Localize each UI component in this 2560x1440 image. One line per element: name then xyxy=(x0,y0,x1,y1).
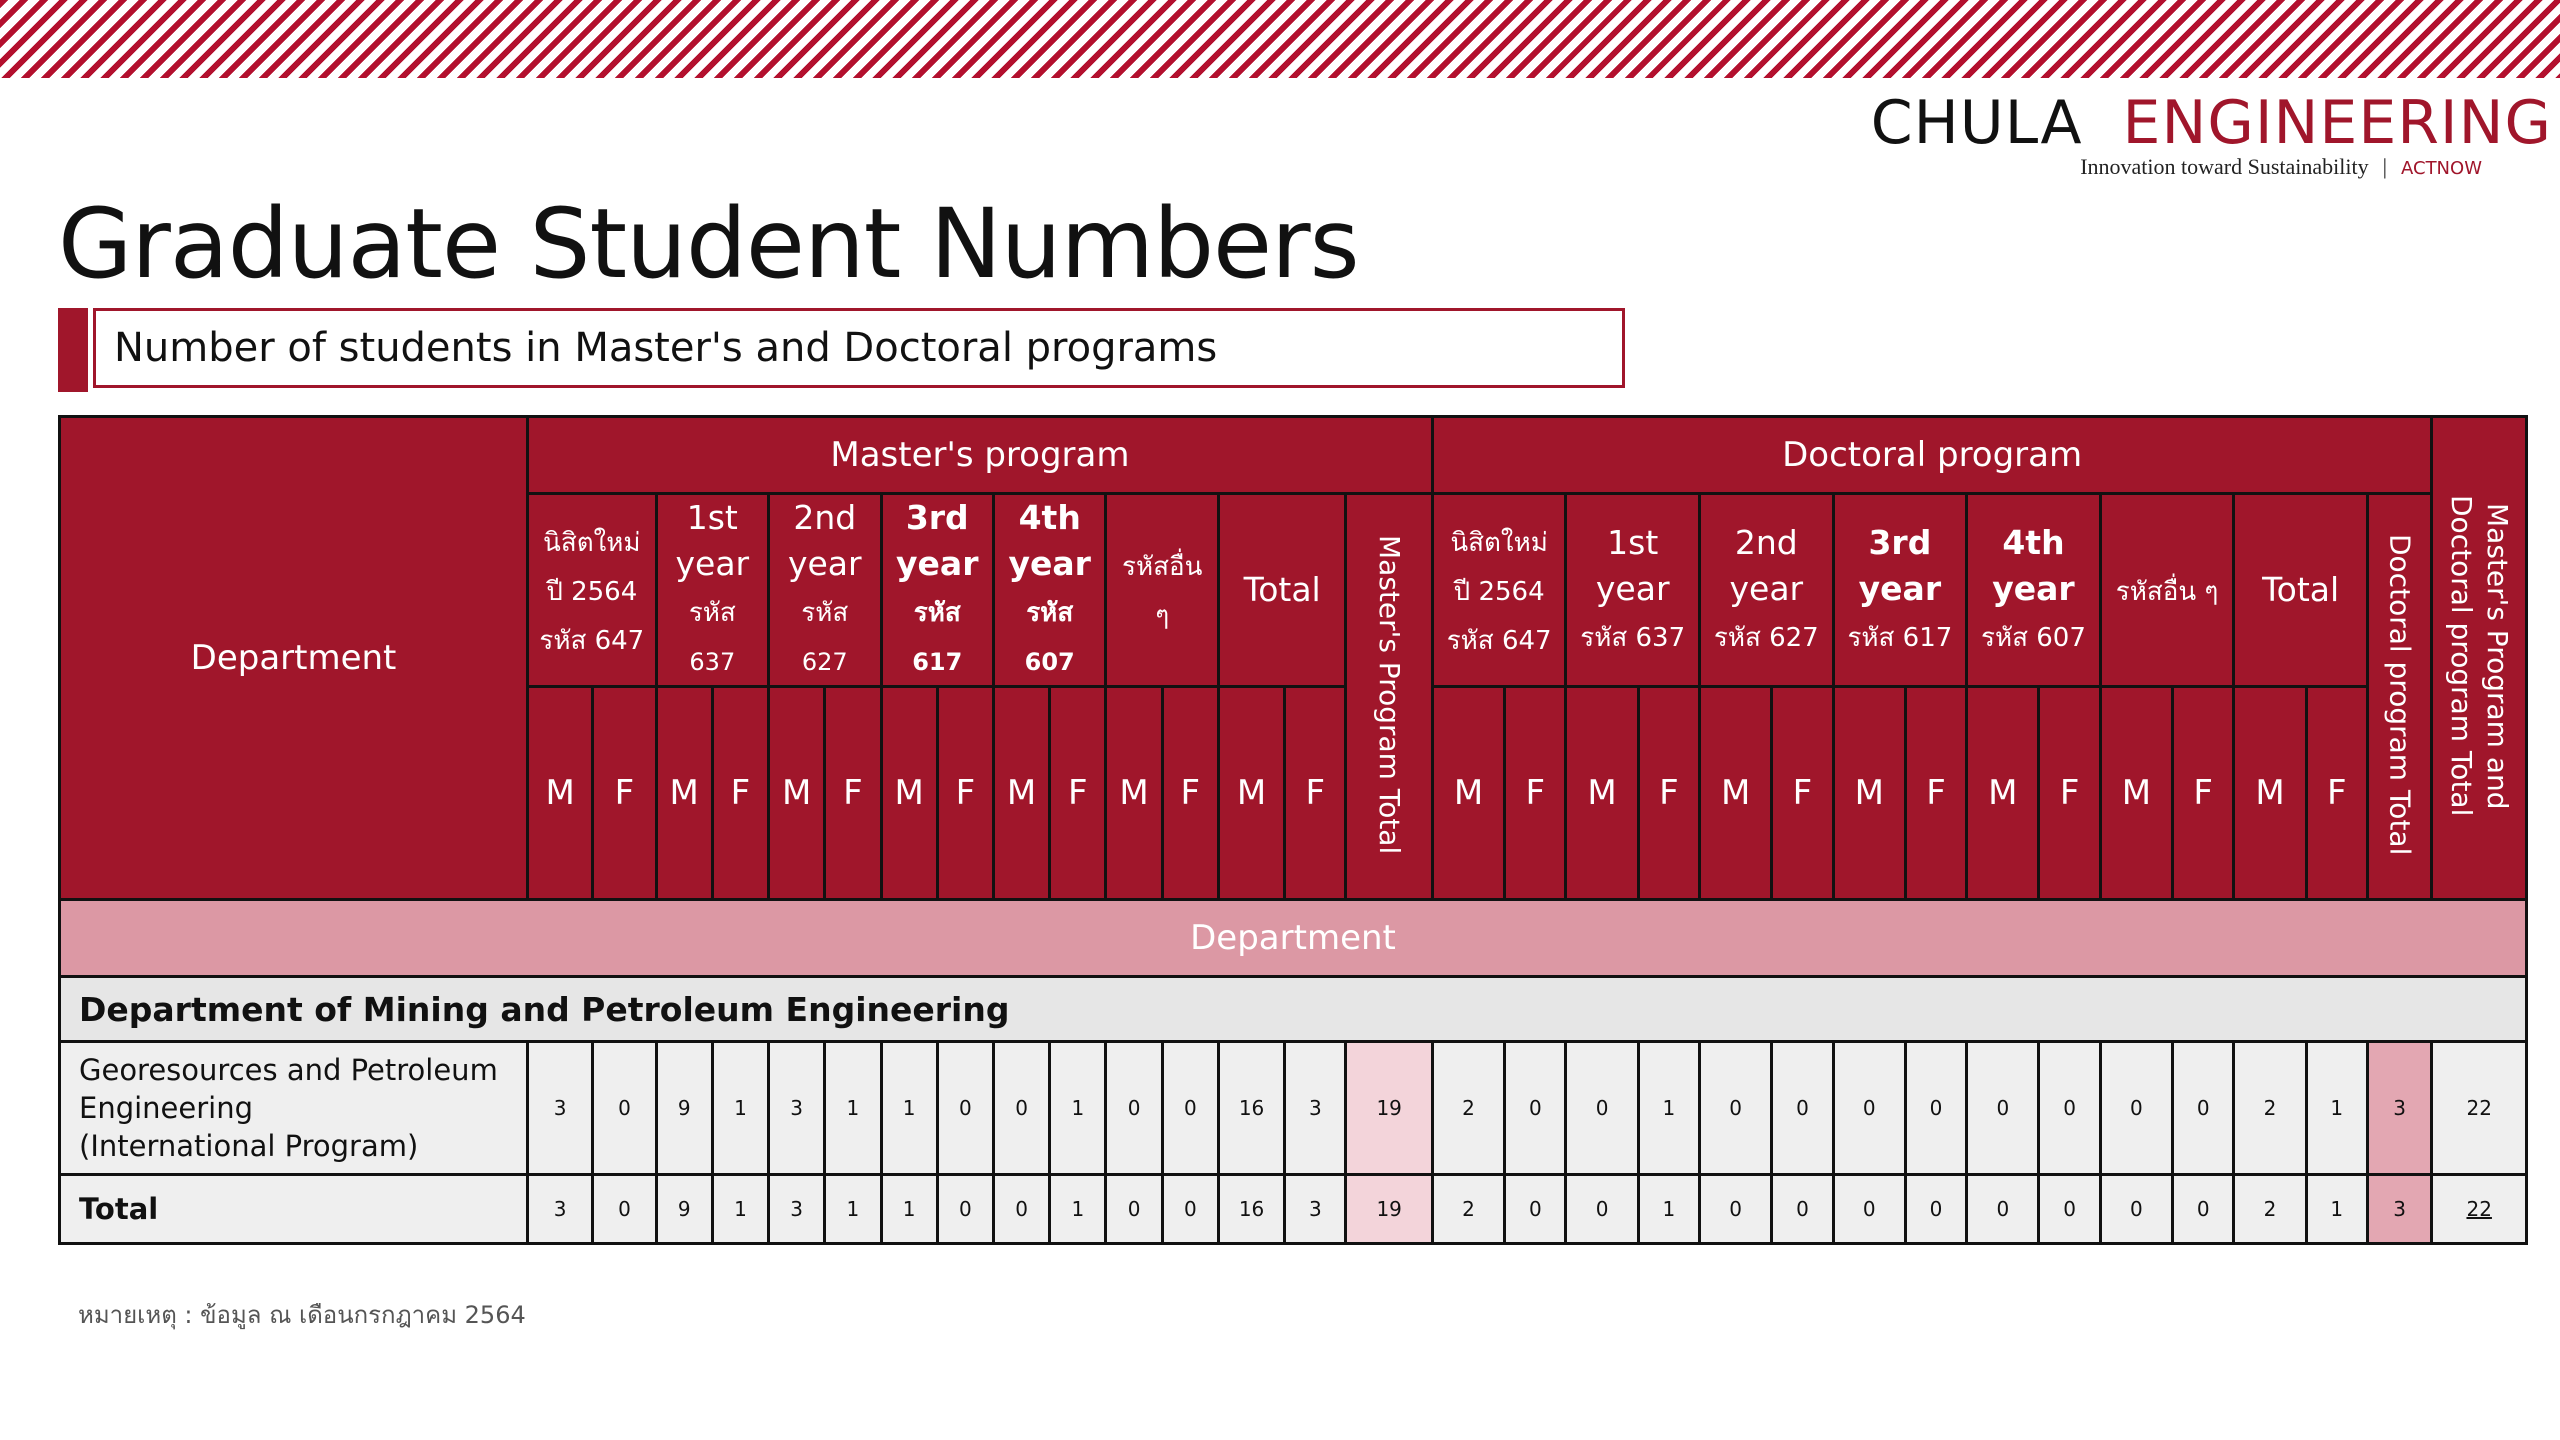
table-cell: 0 xyxy=(1833,1042,1905,1175)
grand-total-header: Master's Program and Doctoral program Total xyxy=(2432,417,2527,900)
table-cell: 0 xyxy=(993,1042,1049,1175)
table-cell: 1 xyxy=(712,1175,768,1244)
gender-m-label: M xyxy=(1218,687,1284,900)
gender-m-label: M xyxy=(1106,687,1162,900)
total-label: Total xyxy=(60,1175,528,1244)
master-col-1st-year: 1st year รหัส 637 xyxy=(656,494,768,687)
table-cell: 0 xyxy=(1905,1175,1966,1244)
doctoral-total-cell: 3 xyxy=(2367,1042,2431,1175)
gender-f-label: F xyxy=(825,687,881,900)
table-cell: 1 xyxy=(1638,1042,1699,1175)
logo-engineering-text: ENGINEERING xyxy=(2122,88,2552,158)
gender-f-label: F xyxy=(1050,687,1106,900)
table-cell: 1 xyxy=(1050,1042,1106,1175)
table-cell: 1 xyxy=(1638,1175,1699,1244)
table-cell: 2 xyxy=(2234,1175,2306,1244)
table-cell: 0 xyxy=(1833,1175,1905,1244)
footnote: หมายเหตุ : ข้อมูล ณ เดือนกรกฎาคม 2564 xyxy=(78,1301,526,1329)
table-row xyxy=(60,1175,2527,1244)
tagline-text: Innovation toward Sustainability xyxy=(2080,154,2369,179)
gender-m-label: M xyxy=(1700,687,1772,900)
table-cell: 0 xyxy=(1772,1175,1833,1244)
table-cell: 9 xyxy=(656,1175,712,1244)
gender-m-label: M xyxy=(1967,687,2039,900)
table-cell: 16 xyxy=(1218,1042,1284,1175)
subtitle-accent-bar xyxy=(58,308,88,392)
doctoral-col-2nd-year: 2nd year รหัส 627 xyxy=(1700,494,1834,687)
table-cell: 0 xyxy=(937,1175,993,1244)
table-cell: 0 xyxy=(1700,1042,1772,1175)
table-cell: 1 xyxy=(825,1042,881,1175)
gender-m-label: M xyxy=(993,687,1049,900)
table-cell: 0 xyxy=(2173,1042,2234,1175)
gender-f-label: F xyxy=(593,687,656,900)
tagline-separator: | xyxy=(2382,154,2387,179)
table-cell: 1 xyxy=(881,1042,937,1175)
gender-m-label: M xyxy=(769,687,825,900)
table-cell: 0 xyxy=(1106,1175,1162,1244)
master-col-4th-year: 4th year รหัส 607 xyxy=(993,494,1105,687)
grand-total-cell: 22 xyxy=(2432,1042,2527,1175)
gender-m-label: M xyxy=(1833,687,1905,900)
top-stripe-decoration xyxy=(0,0,2560,78)
table-cell: 0 xyxy=(1967,1175,2039,1244)
table-row xyxy=(60,1042,2527,1175)
master-col-3rd-year: 3rd year รหัส 617 xyxy=(881,494,993,687)
gender-m-label: M xyxy=(881,687,937,900)
table-cell: 3 xyxy=(528,1042,593,1175)
act-now-text: ACTNOW xyxy=(2401,158,2482,179)
gender-f-label: F xyxy=(712,687,768,900)
table-cell: 1 xyxy=(1050,1175,1106,1244)
gender-f-label: F xyxy=(1505,687,1566,900)
gender-f-label: F xyxy=(2039,687,2100,900)
chula-engineering-logo xyxy=(1852,88,2552,188)
department-header: Department xyxy=(60,417,528,900)
table-cell: 0 xyxy=(1566,1175,1638,1244)
table-cell: 16 xyxy=(1218,1175,1284,1244)
student-numbers-table xyxy=(58,415,2528,1245)
gender-m-label: M xyxy=(1566,687,1638,900)
subtitle-box: Number of students in Master's and Doctoral programs xyxy=(93,308,1625,388)
doctoral-program-header: Doctoral program xyxy=(1432,417,2432,494)
table-cell: 1 xyxy=(881,1175,937,1244)
masters-program-header: Master's program xyxy=(528,417,1433,494)
table-cell: 3 xyxy=(769,1175,825,1244)
table-cell: 0 xyxy=(1772,1042,1833,1175)
table-cell: 3 xyxy=(1285,1042,1346,1175)
gender-m-label: M xyxy=(1432,687,1504,900)
grand-total-cell: 22 xyxy=(2432,1175,2527,1244)
table-cell: 0 xyxy=(593,1042,656,1175)
table-cell: 2 xyxy=(1432,1175,1504,1244)
table-cell: 3 xyxy=(1285,1175,1346,1244)
doctoral-col-new-students: นิสิตใหม่ ปี 2564 รหัส 647 xyxy=(1432,494,1566,687)
doctoral-col-1st-year: 1st year รหัส 637 xyxy=(1566,494,1700,687)
table-cell: 0 xyxy=(2100,1042,2172,1175)
doctoral-total-cell: 3 xyxy=(2367,1175,2431,1244)
table-cell: 0 xyxy=(1505,1175,1566,1244)
page-title: Graduate Student Numbers xyxy=(58,188,1359,300)
master-col-total: Total xyxy=(1218,494,1346,687)
table-cell: 2 xyxy=(1432,1042,1504,1175)
gender-m-label: M xyxy=(656,687,712,900)
table-cell: 1 xyxy=(825,1175,881,1244)
table-cell: 0 xyxy=(1967,1042,2039,1175)
section-department-label: Department xyxy=(60,900,2527,977)
table-cell: 0 xyxy=(1700,1175,1772,1244)
table-cell: 0 xyxy=(2100,1175,2172,1244)
doctoral-total-header: Doctoral program Total xyxy=(2367,494,2431,900)
table-cell: 9 xyxy=(656,1042,712,1175)
table-cell: 0 xyxy=(2039,1175,2100,1244)
table-cell: 2 xyxy=(2234,1042,2306,1175)
master-col-new-students: นิสิตใหม่ ปี 2564 รหัส 647 xyxy=(528,494,657,687)
doctoral-col-other-codes: รหัสอื่น ๆ xyxy=(2100,494,2234,687)
gender-m-label: M xyxy=(2234,687,2306,900)
program-name: Georesources and Petroleum Engineering (International Program) xyxy=(60,1042,528,1175)
gender-f-label: F xyxy=(2306,687,2367,900)
table-cell: 0 xyxy=(2039,1042,2100,1175)
logo-tagline xyxy=(2080,154,2482,180)
master-total-header: Master's Program Total xyxy=(1346,494,1432,900)
table-cell: 0 xyxy=(1566,1042,1638,1175)
master-col-other-codes: รหัสอื่น ๆ xyxy=(1106,494,1218,687)
table-cell: 0 xyxy=(2173,1175,2234,1244)
table-cell: 1 xyxy=(2306,1042,2367,1175)
table-cell: 0 xyxy=(1505,1042,1566,1175)
table-cell: 0 xyxy=(1106,1042,1162,1175)
gender-f-label: F xyxy=(1162,687,1218,900)
gender-m-label: M xyxy=(528,687,593,900)
gender-f-label: F xyxy=(1285,687,1346,900)
gender-m-label: M xyxy=(2100,687,2172,900)
master-total-cell: 19 xyxy=(1346,1175,1432,1244)
gender-f-label: F xyxy=(937,687,993,900)
table-cell: 1 xyxy=(2306,1175,2367,1244)
doctoral-col-total: Total xyxy=(2234,494,2368,687)
table-cell: 0 xyxy=(1162,1175,1218,1244)
table-cell: 0 xyxy=(937,1042,993,1175)
gender-f-label: F xyxy=(2173,687,2234,900)
master-col-2nd-year: 2nd year รหัส 627 xyxy=(769,494,881,687)
table-cell: 3 xyxy=(769,1042,825,1175)
department-name: Department of Mining and Petroleum Engineering xyxy=(60,977,2527,1042)
gender-f-label: F xyxy=(1905,687,1966,900)
table-cell: 1 xyxy=(712,1042,768,1175)
table-cell: 3 xyxy=(528,1175,593,1244)
table-cell: 0 xyxy=(593,1175,656,1244)
gender-f-label: F xyxy=(1638,687,1699,900)
table-cell: 0 xyxy=(1905,1042,1966,1175)
master-total-cell: 19 xyxy=(1346,1042,1432,1175)
logo-chula-text: CHULA xyxy=(1870,88,2083,158)
doctoral-col-4th-year: 4th year รหัส 607 xyxy=(1967,494,2101,687)
table-cell: 0 xyxy=(1162,1042,1218,1175)
table-cell: 0 xyxy=(993,1175,1049,1244)
gender-f-label: F xyxy=(1772,687,1833,900)
doctoral-col-3rd-year: 3rd year รหัส 617 xyxy=(1833,494,1967,687)
